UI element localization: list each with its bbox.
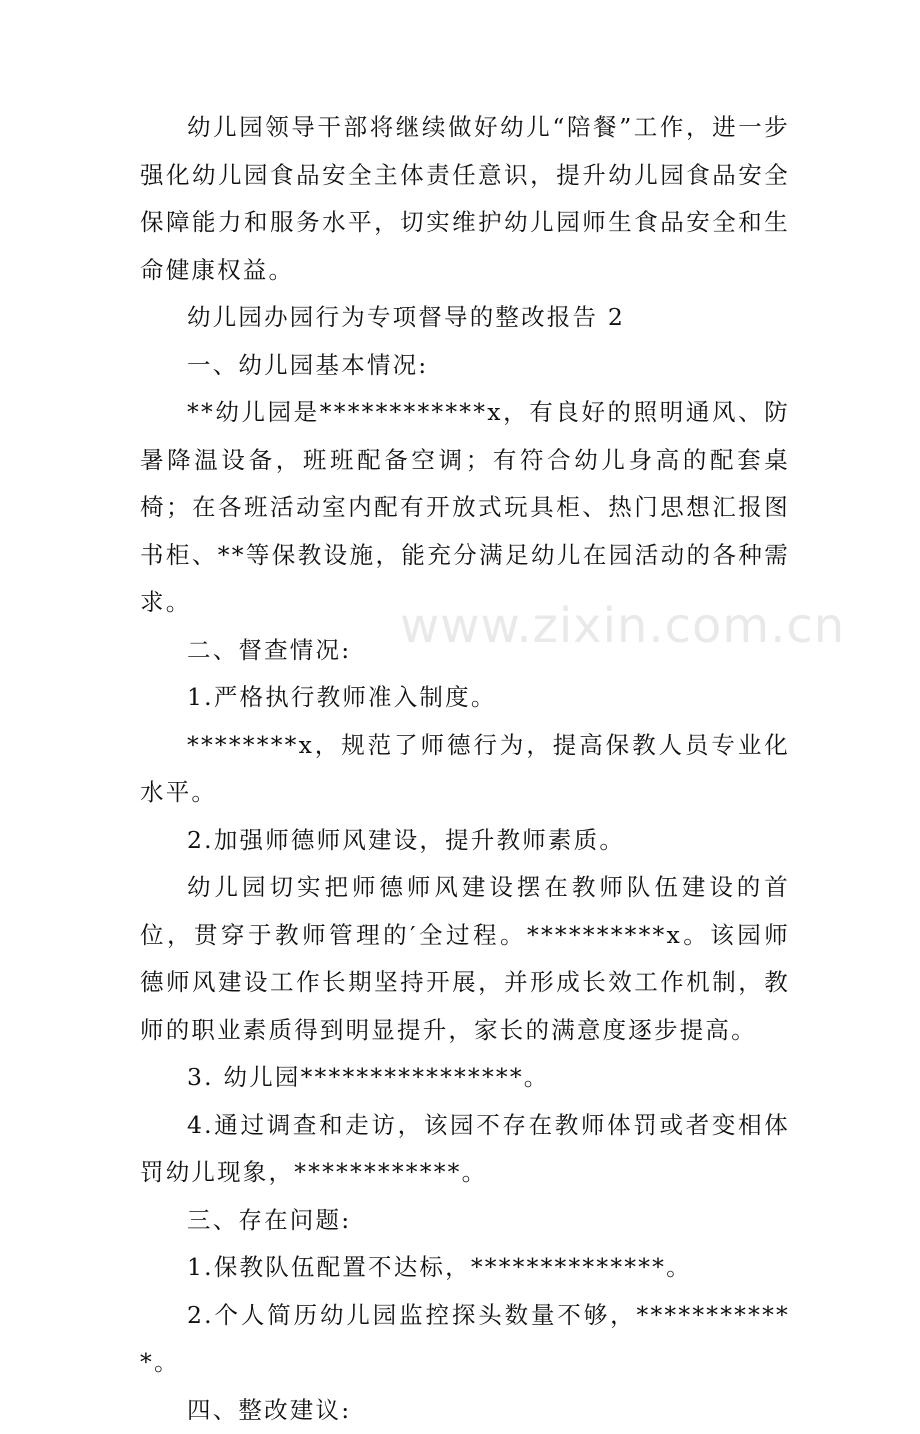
item-2-title: 2.加强师德师风建设，提升教师素质。 bbox=[140, 817, 790, 865]
problem-1: 1.保教队伍配置不达标，**************。 bbox=[140, 1244, 790, 1292]
item-4: 4.通过调查和走访，该园不存在教师体罚或者变相体罚幼儿现象，************。 bbox=[140, 1102, 790, 1197]
heading-basic-info: 一、幼儿园基本情况: bbox=[140, 342, 790, 390]
problem-2: 2.个人简历幼儿园监控探头数量不够，************。 bbox=[140, 1292, 790, 1387]
paragraph-1: 幼儿园领导干部将继续做好幼儿“陪餐”工作，进一步强化幼儿园食品安全主体责任意识，提升幼儿园食品安全保障能力和服务水平，切实维护幼儿园师生食品安全和生命健康权益。 bbox=[140, 104, 790, 294]
item-1-text: ********x，规范了师德行为，提高保教人员专业化水平。 bbox=[140, 722, 790, 817]
heading-inspection: 二、督查情况: bbox=[140, 627, 790, 675]
paragraph-basic-info: **幼儿园是************x，有良好的照明通风、防暑降温设备，班班配备空调；有符合幼儿身高的配套桌椅；在各班活动室内配有开放式玩具柜、热门思想汇报图书柜、**等保教设施，能充分满足幼儿在园活动的各种需求。 bbox=[140, 389, 790, 627]
watermark: www.zixin.com.cn bbox=[400, 598, 845, 654]
item-1-title: 1.严格执行教师准入制度。 bbox=[140, 674, 790, 722]
heading-problems: 三、存在问题: bbox=[140, 1197, 790, 1245]
item-2-text: 幼儿园切实把师德师风建设摆在教师队伍建设的首位，贯穿于教师管理的′全过程。**********x。该园师德师风建设工作长期坚持开展，并形成长效工作机制，教师的职业素质得到明显提升，家长的满意度逐步提高。 bbox=[140, 864, 790, 1054]
item-3: 3. 幼儿园****************。 bbox=[140, 1054, 790, 1102]
document-body bbox=[140, 104, 790, 1434]
heading-suggestions: 四、整改建议: bbox=[140, 1387, 790, 1434]
section-title: 幼儿园办园行为专项督导的整改报告 2 bbox=[140, 294, 790, 342]
